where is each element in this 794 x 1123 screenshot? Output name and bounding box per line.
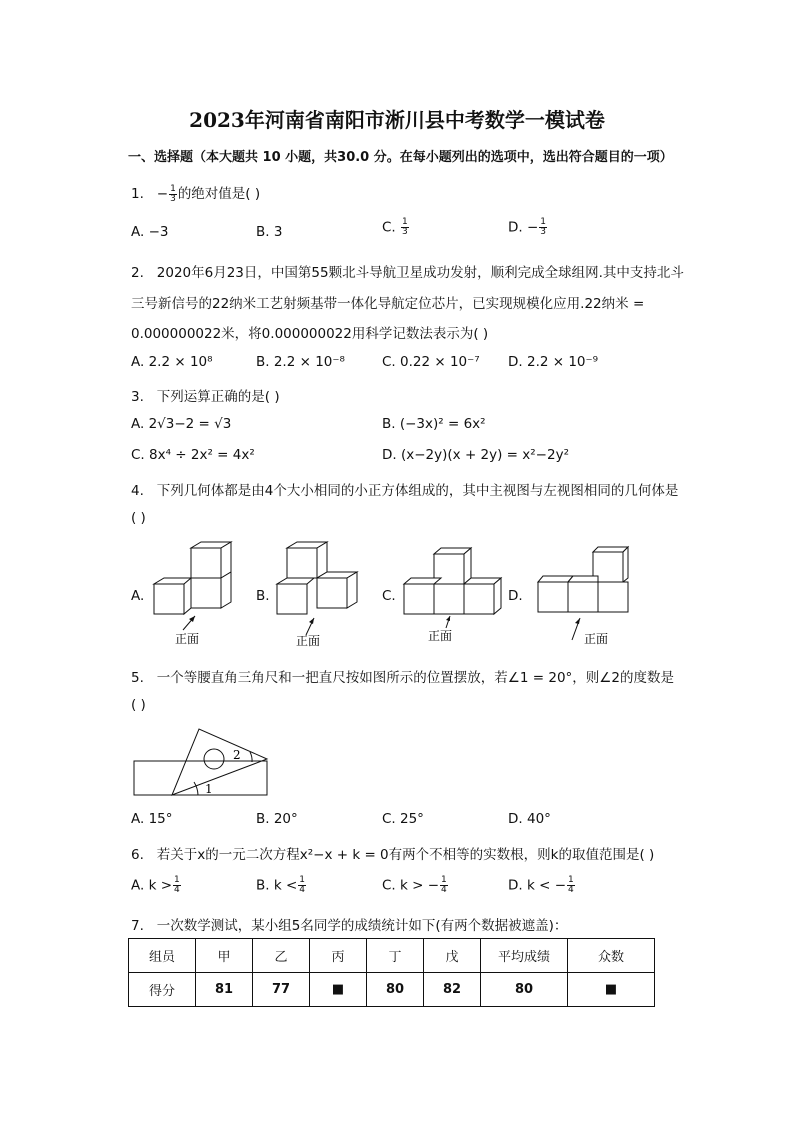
question-number: 7.	[131, 918, 144, 934]
table-cell: ■	[310, 973, 367, 1007]
option-b: B. 3	[256, 224, 283, 240]
question-4-line-2: ( )	[131, 510, 146, 526]
option-c	[382, 218, 410, 237]
question-number: 1.	[131, 186, 144, 202]
table-cell: 80	[367, 973, 424, 1007]
fraction	[401, 218, 409, 237]
figure-cubes-b	[270, 540, 370, 650]
question-4	[131, 479, 678, 499]
question-7	[131, 914, 567, 934]
minus-sign: −	[156, 186, 169, 202]
option-d: D. 40°	[508, 811, 551, 827]
table-row	[129, 973, 655, 1007]
option-d: D. (x−2y)(x + 2y) = x²−2y²	[382, 447, 569, 463]
question-stem: 下列运算正确的是( )	[156, 389, 280, 405]
table-header-row	[129, 939, 655, 973]
question-6	[131, 843, 654, 863]
table-header-cell: 戊	[424, 939, 481, 973]
question-1	[131, 182, 260, 204]
fraction	[440, 876, 448, 895]
denominator: 4	[174, 885, 180, 895]
option-b: B. (−3x)² = 6x²	[382, 416, 486, 432]
front-label: 正面	[175, 632, 200, 646]
page-title: 2023年河南省南阳市淅川县中考数学一模试卷	[189, 108, 605, 132]
option-d	[508, 876, 576, 895]
figure-cubes-a	[145, 540, 245, 650]
score-table	[128, 938, 655, 1007]
table-header-cell: 平均成绩	[481, 939, 568, 973]
option-c-label: C.	[382, 588, 396, 604]
option-a: A. −3	[131, 224, 169, 240]
option-b: B. 2.2 × 10⁻⁸	[256, 354, 345, 370]
numerator: 1	[540, 217, 547, 227]
option-d: D. 2.2 × 10⁻⁹	[508, 354, 599, 370]
question-stem: 2020年6月23日，中国第55颗北斗导航卫星成功发射，顺利完成全球组网.其中支持北斗	[156, 265, 684, 281]
fraction	[169, 185, 177, 204]
option-label: B. k <	[256, 877, 298, 894]
question-5	[131, 666, 674, 686]
numerator: 1	[441, 875, 447, 885]
option-b	[256, 876, 307, 895]
denominator: 3	[170, 193, 176, 204]
figure-cubes-c	[396, 540, 506, 650]
numerator: 1	[174, 875, 180, 885]
option-a: A. 2√3−2 = √3	[131, 416, 232, 432]
numerator: 1	[170, 183, 176, 194]
option-a: A. 15°	[131, 811, 173, 827]
angle-1-label: 1	[205, 782, 213, 796]
option-d	[508, 218, 548, 237]
numerator: 1	[402, 217, 408, 227]
question-2-line-3: 0.000000022米，将0.000000022用科学记数法表示为( )	[131, 326, 489, 342]
table-header-cell: 甲	[196, 939, 253, 973]
denominator: 3	[402, 227, 408, 237]
question-number: 3.	[131, 389, 144, 405]
question-stem: 一个等腰直角三角尺和一把直尺按如图所示的位置摆放，若∠1 = 20°，则∠2的度数是	[156, 670, 674, 686]
denominator: 4	[441, 885, 447, 895]
fraction	[173, 876, 181, 895]
question-2	[131, 261, 684, 281]
denominator: 4	[568, 885, 574, 895]
option-c: C. 0.22 × 10⁻⁷	[382, 354, 480, 370]
option-c	[382, 876, 449, 895]
option-label: C.	[382, 219, 396, 236]
front-label: 正面	[428, 629, 453, 643]
option-b-label: B.	[256, 588, 270, 604]
question-3	[131, 385, 280, 405]
question-number: 2.	[131, 265, 144, 281]
option-label: A. k >	[131, 877, 173, 894]
option-a-label: A.	[131, 588, 145, 604]
table-header-cell: 乙	[253, 939, 310, 973]
option-b: B. 20°	[256, 811, 298, 827]
option-c: C. 25°	[382, 811, 424, 827]
question-number: 5.	[131, 670, 144, 686]
question-stem: 一次数学测试，某小组5名同学的成绩统计如下(有两个数据被遮盖)：	[156, 918, 568, 934]
question-stem: 的绝对值是( )	[177, 186, 261, 202]
angle-2-label: 2	[233, 748, 241, 762]
option-a	[131, 876, 182, 895]
table-header-cell: 丙	[310, 939, 367, 973]
front-label: 正面	[584, 632, 609, 646]
denominator: 4	[299, 885, 305, 895]
question-5-line-2: ( )	[131, 697, 146, 713]
question-number: 4.	[131, 483, 144, 499]
option-c: C. 8x⁴ ÷ 2x² = 4x²	[131, 447, 255, 463]
table-cell: 77	[253, 973, 310, 1007]
question-number: 6.	[131, 847, 144, 863]
denominator: 3	[540, 227, 547, 237]
question-stem: 若关于x的一元二次方程x²−x + k = 0有两个不相等的实数根，则k的取值范围是( )	[156, 847, 655, 863]
table-cell: 81	[196, 973, 253, 1007]
table-header-cell: 众数	[568, 939, 655, 973]
table-cell: 得分	[129, 973, 196, 1007]
option-a: A. 2.2 × 10⁸	[131, 354, 213, 370]
table-header-cell: 丁	[367, 939, 424, 973]
front-label: 正面	[296, 634, 321, 648]
option-label: C. k > −	[382, 877, 440, 894]
question-2-line-2: 三号新信号的22纳米工艺射频基带一体化导航定位芯片，已实现规模化应用.22纳米 =	[131, 296, 645, 312]
numerator: 1	[568, 875, 574, 885]
section-heading: 一、选择题（本大题共 10 小题，共30.0 分。在每小题列出的选项中，选出符合题目的一项）	[128, 150, 673, 165]
option-label: D. k < −	[508, 877, 567, 894]
fraction	[298, 876, 306, 895]
option-label: D. −	[508, 219, 539, 236]
figure-cubes-d	[528, 540, 638, 650]
table-cell: ■	[568, 973, 655, 1007]
numerator: 1	[299, 875, 305, 885]
fraction	[567, 876, 575, 895]
question-stem: 下列几何体都是由4个大小相同的小正方体组成的，其中主视图与左视图相同的几何体是	[156, 483, 679, 499]
table-header-cell: 组员	[129, 939, 196, 973]
figure-triangle-ruler	[132, 724, 277, 804]
fraction	[539, 218, 547, 237]
table-cell: 80	[481, 973, 568, 1007]
table-cell: 82	[424, 973, 481, 1007]
option-d-label: D.	[508, 588, 523, 604]
